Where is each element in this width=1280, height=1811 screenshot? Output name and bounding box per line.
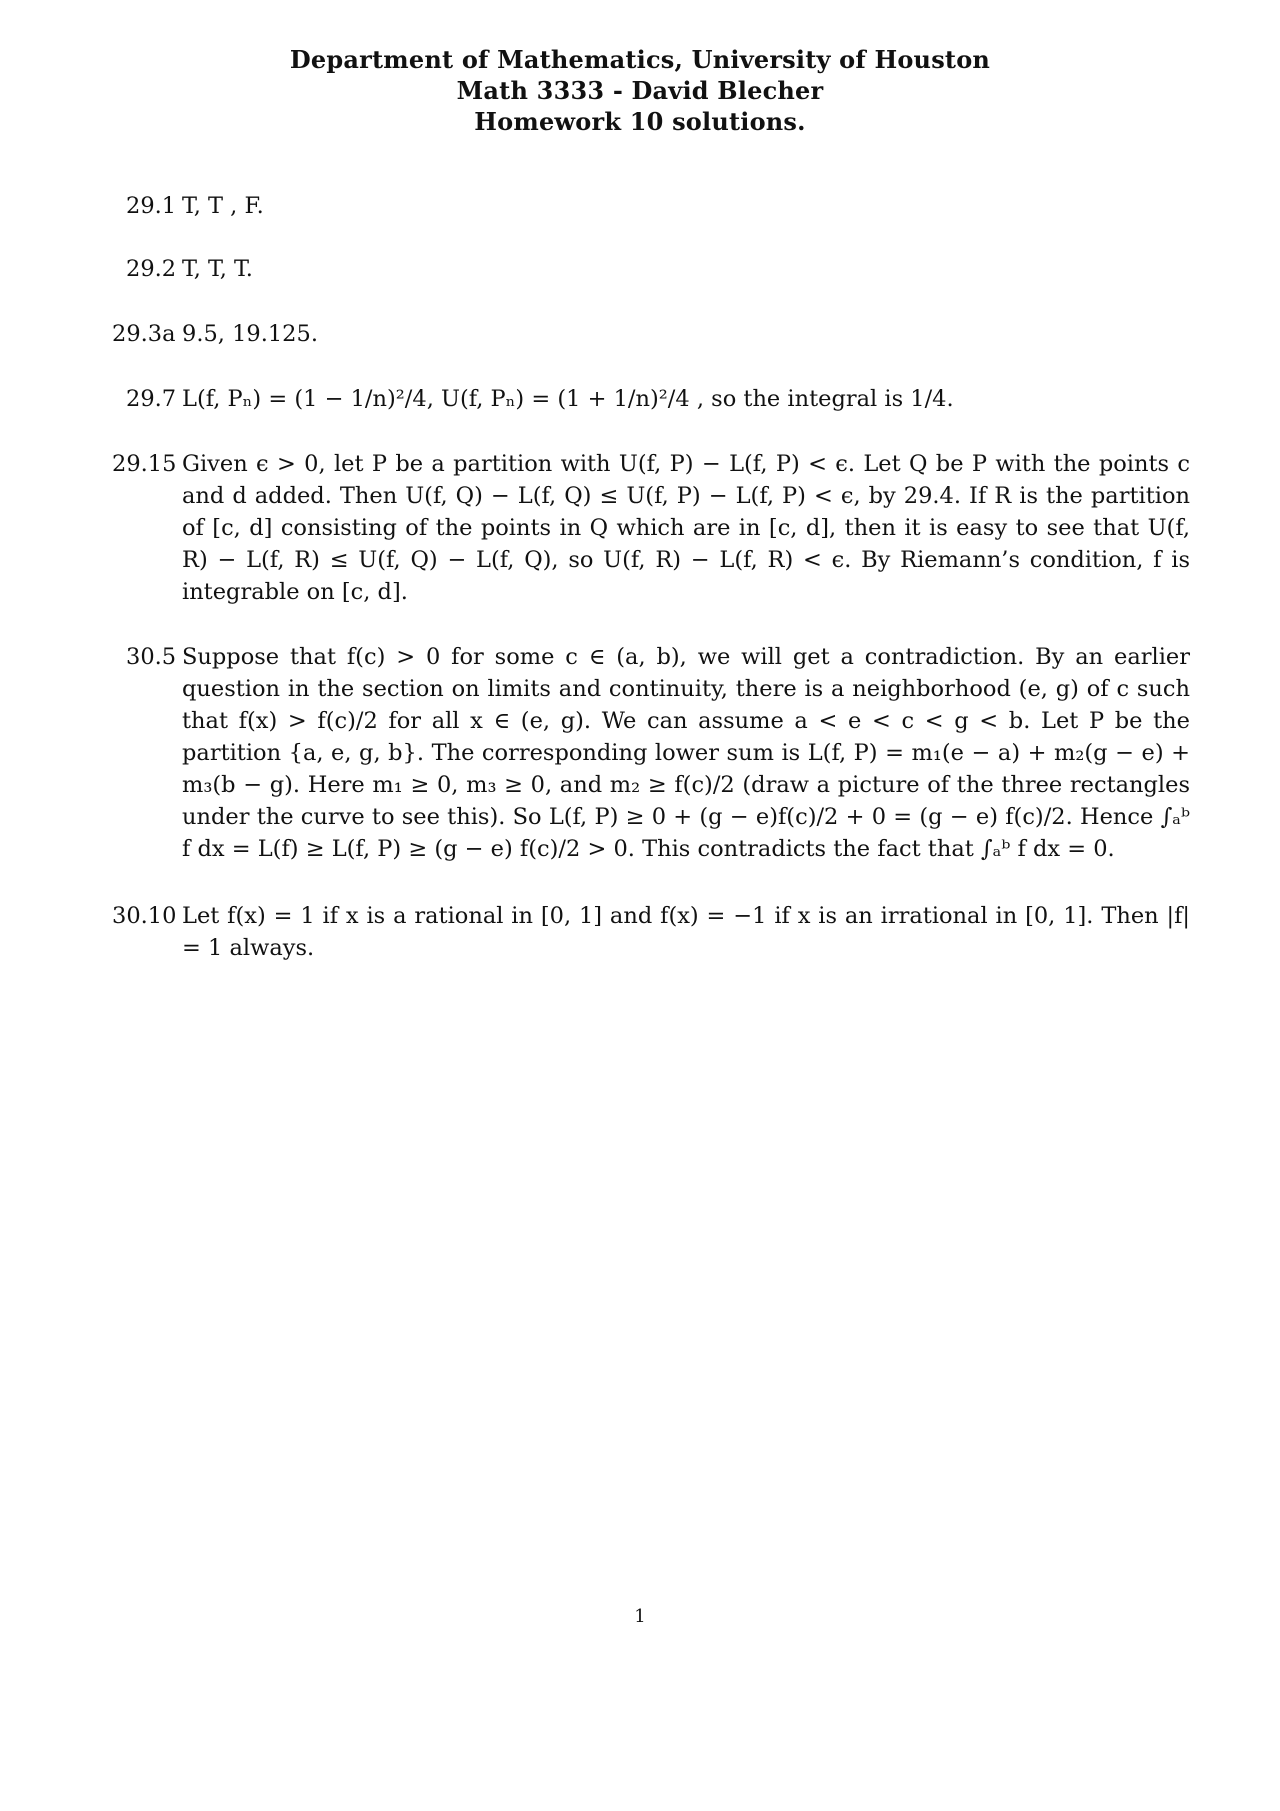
- problem-30-10: [112, 900, 1190, 964]
- problem-answer: L(f, Pₙ) = (1 − 1/n)²/4, U(f, Pₙ) = (1 + 1/n)²/4 , so the integral is 1/4.: [182, 386, 954, 412]
- problem-answer: T, T , F.: [182, 193, 264, 219]
- problem-number: 29.2: [126, 256, 177, 282]
- problem-number: 29.1: [126, 193, 177, 219]
- page-number: 1: [634, 1606, 646, 1627]
- header-course: Math 3333 - David Blecher: [456, 76, 824, 105]
- problem-29-15: [112, 448, 1190, 608]
- problem-30-5: [112, 641, 1190, 865]
- header-department: Department of Mathematics, University of Houston: [289, 45, 991, 74]
- problem-number: 29.15: [112, 451, 177, 477]
- problem-answer: Suppose that f(c) > 0 for some c ∈ (a, b), we will get a contradiction. By an earlier question in the section on limits and continuity, there is a neighborhood (e, g) of c such that f(x) > f(c)/2 for all x ∈ (e, g). We can assume a < e < c < g < b. Let P be the partition {a, e, g, b}. The corresponding lower sum is L(f, P) = m₁(e − a) + m₂(g − e) + m₃(b − g). Here m₁ ≥ 0, m₃ ≥ 0, and m₂ ≥ f(c)/2 (draw a picture of the three rectangles under the curve to see this). So L(f, P) ≥ 0 + (g − e)f(c)/2 + 0 = (g − e) f(c)/2. Hence ∫ₐᵇ f dx = L(f) ≥ L(f, P) ≥ (g − e) f(c)/2 > 0. This contradicts the fact that ∫ₐᵇ f dx = 0.: [182, 644, 1190, 862]
- document-header: [0, 44, 1280, 137]
- problem-number: 30.10: [112, 903, 177, 929]
- problem-29-1: [112, 190, 1190, 222]
- header-title: Homework 10 solutions.: [474, 107, 806, 136]
- problem-answer: Let f(x) = 1 if x is a rational in [0, 1] and f(x) = −1 if x is an irrational in [0, 1]. Then |f| = 1 always.: [182, 903, 1190, 961]
- problem-29-2: [112, 253, 1190, 285]
- problem-29-3a: [112, 318, 1190, 350]
- problem-answer: Given ϵ > 0, let P be a partition with U(f, P) − L(f, P) < ϵ. Let Q be P with the points c and d added. Then U(f, Q) − L(f, Q) ≤ U(f, P) − L(f, P) < ϵ, by 29.4. If R is the partition of [c, d] consisting of the points in Q which are in [c, d], then it is easy to see that U(f, R) − L(f, R) ≤ U(f, Q) − L(f, Q), so U(f, R) − L(f, R) < ϵ. By Riemann’s condition, f is integrable on [c, d].: [182, 451, 1190, 605]
- problem-number: 29.3a: [112, 321, 176, 347]
- problem-answer: T, T, T.: [182, 256, 253, 282]
- problem-29-7: [112, 383, 1190, 415]
- problem-answer: 9.5, 19.125.: [182, 321, 318, 347]
- problem-number: 29.7: [126, 386, 177, 412]
- problem-number: 30.5: [126, 644, 177, 670]
